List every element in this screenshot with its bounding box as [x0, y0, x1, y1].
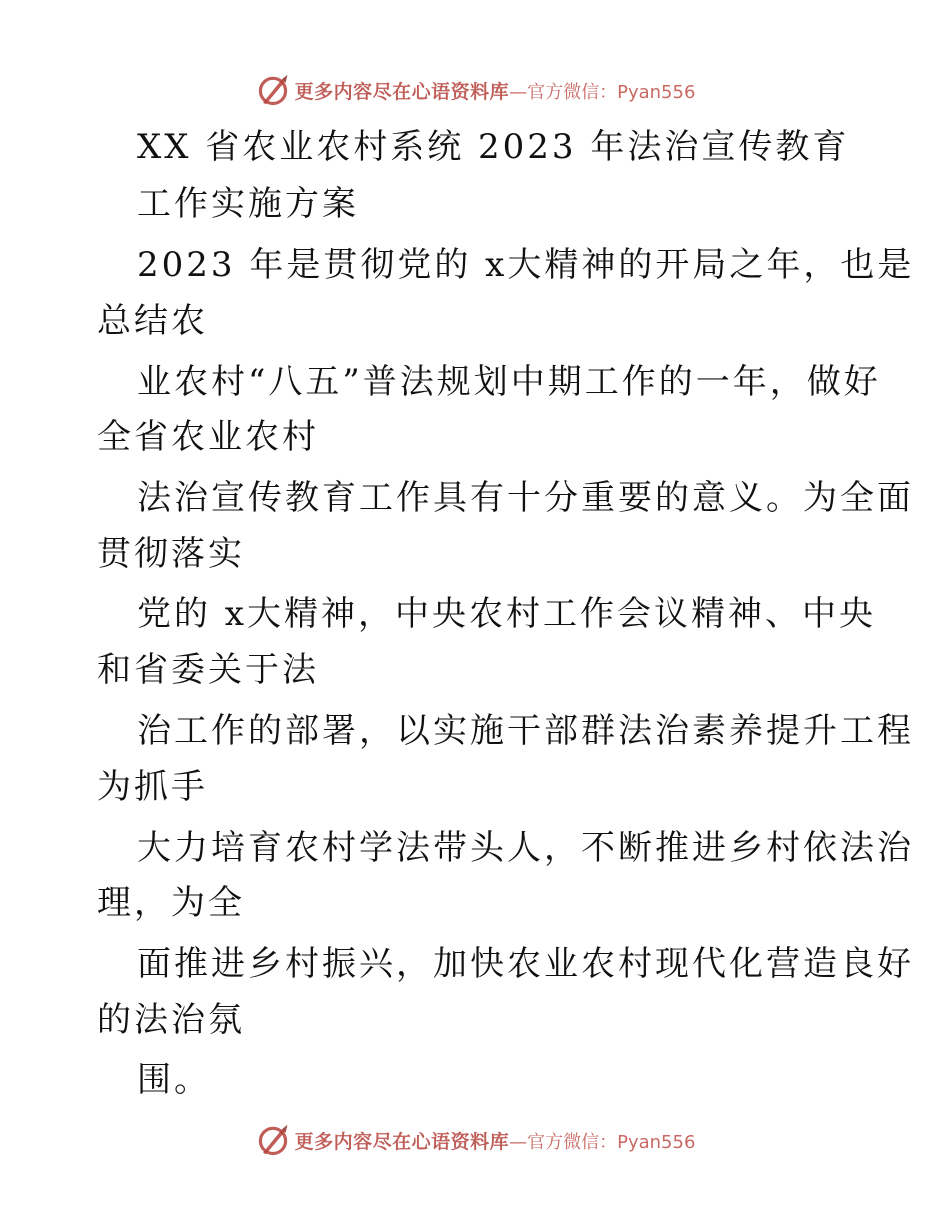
quill-logo-icon — [255, 72, 291, 108]
watermark-main-text: 更多内容尽在心语资料库 — [294, 80, 510, 103]
quill-logo-icon — [255, 1122, 291, 1158]
body-line: 党的 x大精神，中央农村工作会议精神、中央 — [137, 594, 876, 634]
body-line: 和省委关于法 — [97, 650, 319, 690]
header-watermark — [0, 70, 950, 110]
body-line: 围。 — [137, 1060, 211, 1100]
body-line: 面推进乡村振兴，加快农业农村现代化营造良好 — [137, 944, 914, 984]
body-line: 贯彻落实 — [97, 534, 245, 574]
document-title-line-1: XX 省农业农村系统 2023 年法治宣传教育 — [137, 127, 850, 167]
watermark-sub-text: —官方微信：Pyan556 — [509, 1131, 696, 1153]
watermark-sub-text: —官方微信：Pyan556 — [509, 81, 696, 103]
body-line: 总结农 — [97, 301, 208, 341]
body-line: 法治宣传教育工作具有十分重要的意义。为全面 — [137, 478, 914, 518]
document-title-line-2: 工作实施方案 — [137, 184, 359, 224]
body-line: 2023 年是贯彻党的 x大精神的开局之年，也是 — [137, 245, 915, 285]
footer-watermark — [0, 1120, 950, 1160]
body-line: 理，为全 — [97, 883, 245, 923]
body-line: 大力培育农村学法带头人，不断推进乡村依法治 — [137, 828, 914, 868]
body-line: 全省农业农村 — [97, 417, 319, 457]
body-line: 为抓手 — [97, 767, 208, 807]
body-line: 的法治氛 — [97, 1000, 245, 1040]
body-line: 业农村“八五”普法规划中期工作的一年，做好 — [137, 362, 881, 402]
body-line: 治工作的部署，以实施干部群法治素养提升工程 — [137, 711, 914, 751]
watermark-main-text: 更多内容尽在心语资料库 — [294, 1130, 510, 1153]
